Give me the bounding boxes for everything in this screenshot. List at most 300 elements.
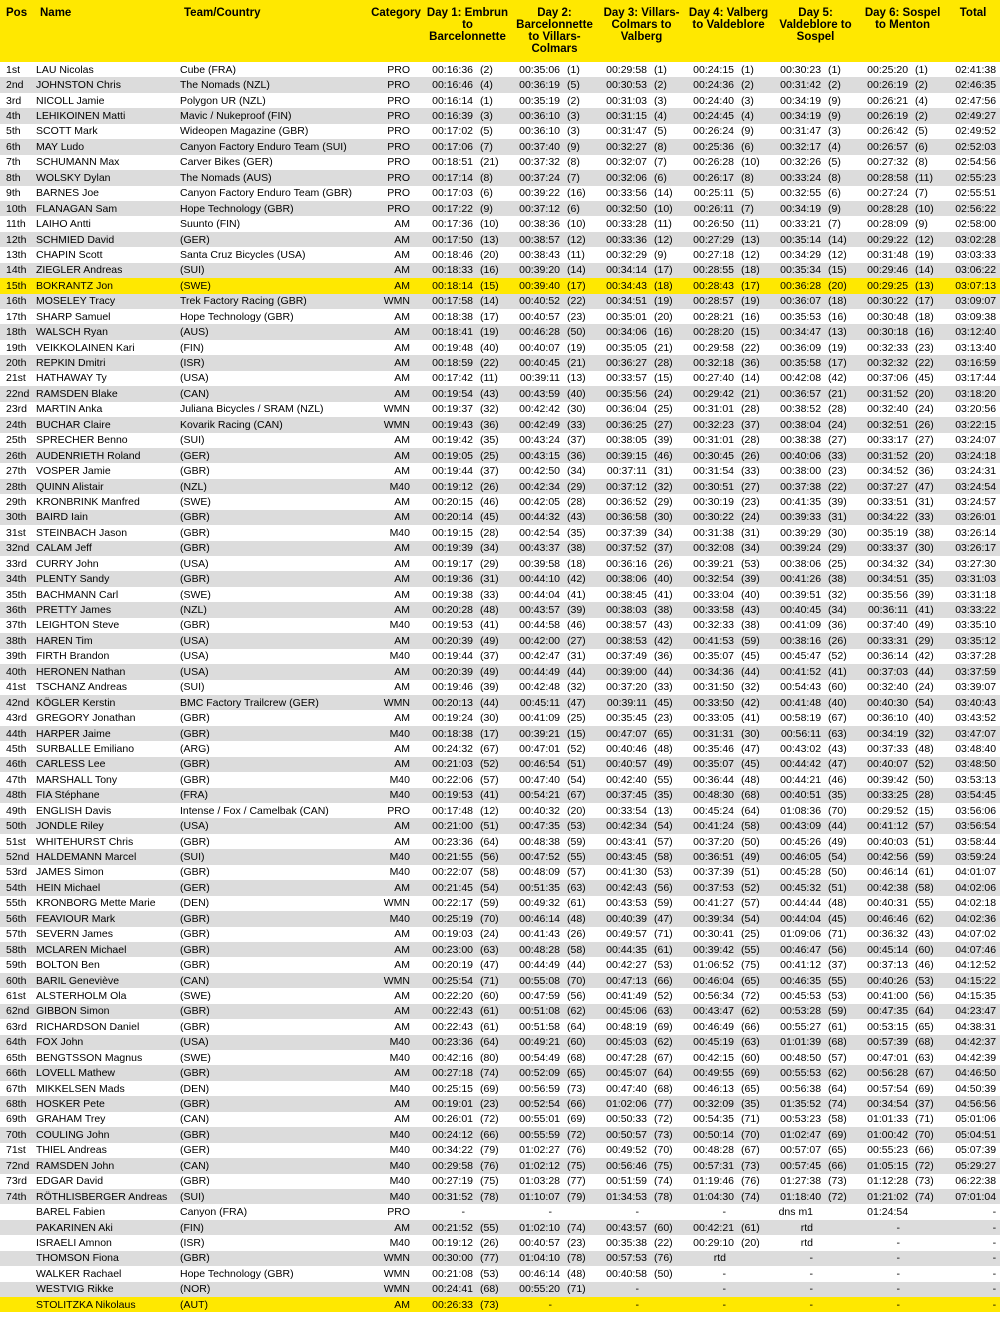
day4-time: 00:48:30 (693, 789, 735, 802)
total-time: 03:48:40 (955, 742, 997, 755)
total-time: 04:07:46 (955, 943, 997, 956)
table-row (0, 1297, 1000, 1312)
day5-rank: (62) (828, 1067, 847, 1080)
day4-time: 00:46:49 (693, 1020, 735, 1033)
table-row (0, 77, 1000, 92)
day3-time: 00:47:07 (606, 727, 647, 740)
table-row (0, 741, 1000, 756)
table-row (0, 1158, 1000, 1173)
team-country: (SWE) (180, 279, 211, 292)
header-day6: Day 6: Sospel to Menton (864, 7, 941, 31)
day3-time: 00:40:39 (606, 912, 647, 925)
day1-time: 00:19:44 (432, 650, 473, 663)
day3-rank: (56) (654, 881, 673, 894)
day5-rank: (50) (828, 866, 847, 879)
position: 55th (6, 897, 27, 910)
day6-time: 00:33:31 (867, 634, 909, 647)
day2-time: 00:47:59 (519, 989, 560, 1002)
position: 52nd (6, 851, 30, 864)
day4-rank: (66) (741, 1020, 760, 1033)
day1-time: - (461, 1206, 465, 1219)
day1-rank: (37) (480, 465, 499, 478)
day2-time: 00:52:54 (519, 1098, 560, 1111)
day2-rank: (44) (567, 959, 586, 972)
day6-time: 00:36:10 (867, 712, 909, 725)
day5-time: 00:31:47 (780, 125, 822, 138)
category: PRO (387, 140, 410, 153)
day1-rank: (69) (480, 1082, 499, 1095)
rider-name: HEIN Michael (36, 881, 101, 894)
day5-time: 00:45:26 (780, 835, 822, 848)
category: PRO (387, 63, 410, 76)
day2-time: 00:47:35 (519, 820, 560, 833)
day2-time: 00:37:12 (519, 202, 560, 215)
category: WMN (383, 418, 410, 431)
day4-time: 00:30:41 (693, 928, 735, 941)
day1-time: 00:21:08 (432, 1267, 473, 1280)
day4-time: 00:34:36 (693, 665, 735, 678)
rider-name: MOSELEY Tracy (36, 295, 116, 308)
day2-rank: (55) (567, 851, 586, 864)
day2-time: 00:56:59 (519, 1082, 560, 1095)
table-row (0, 834, 1000, 849)
rider-name: SCHUMANN Max (36, 156, 120, 169)
day4-time: - (722, 1206, 727, 1219)
day4-time: 00:24:45 (693, 110, 735, 123)
day1-rank: (19) (480, 326, 499, 339)
category: WMN (383, 1252, 410, 1265)
rider-name: VEIKKOLAINEN Kari (36, 341, 135, 354)
day2-time: 00:40:57 (519, 1236, 560, 1249)
day2-rank: (8) (567, 156, 580, 169)
day5-rank: (13) (828, 326, 847, 339)
day6-rank: (33) (915, 511, 934, 524)
day6-rank: (10) (915, 202, 934, 215)
category: AM (394, 465, 410, 478)
day6-time: 00:28:09 (867, 218, 909, 231)
day3-time: 00:33:54 (606, 804, 647, 817)
header-category: Category (371, 7, 421, 19)
day5-time: 00:30:23 (780, 63, 822, 76)
category: AM (394, 1221, 410, 1234)
day5-rank (823, 1235, 859, 1250)
day5-rank (823, 1266, 859, 1281)
day1-rank: (57) (480, 773, 499, 786)
position: 32nd (6, 542, 30, 555)
rider-name: BAIRD Iain (36, 511, 88, 524)
day4-rank: (54) (741, 912, 760, 925)
day5-rank: (39) (828, 495, 847, 508)
day1-rank: (17) (480, 310, 499, 323)
day6-time: 00:46:46 (867, 912, 909, 925)
day5-rank: (42) (828, 372, 847, 385)
day2-rank: (57) (567, 866, 586, 879)
day2-rank: (65) (567, 1067, 586, 1080)
category: WMN (383, 897, 410, 910)
day5-rank: (36) (828, 619, 847, 632)
day6-rank: (31) (915, 495, 934, 508)
day3-time: 00:38:57 (606, 619, 647, 632)
team-country: Hope Technology (GBR) (180, 310, 294, 323)
day5-time: 00:39:33 (780, 511, 822, 524)
day6-rank: (72) (915, 1159, 934, 1172)
day2-rank: (48) (567, 912, 586, 925)
category: WMN (383, 295, 410, 308)
day6-time: 00:34:22 (867, 511, 909, 524)
team-country: Santa Cruz Bicycles (USA) (180, 248, 306, 261)
day2-rank: (59) (567, 835, 586, 848)
day4-time: 01:04:30 (693, 1190, 735, 1203)
day4-rank: (69) (741, 1067, 760, 1080)
day2-rank: (21) (567, 357, 586, 370)
day4-rank: (58) (741, 820, 760, 833)
day2-time: - (548, 1206, 552, 1219)
day2-time: 00:43:15 (519, 449, 560, 462)
day4-time: rtd (713, 1252, 727, 1265)
day5-rank: (12) (828, 248, 847, 261)
day2-time: 00:47:40 (519, 773, 560, 786)
table-row (0, 865, 1000, 880)
rider-name: LEIGHTON Steve (36, 619, 120, 632)
day6-rank: (5) (915, 125, 928, 138)
day4-time: 00:37:39 (693, 866, 735, 879)
day6-time: 00:32:40 (867, 681, 909, 694)
day6-rank: (66) (915, 1144, 934, 1157)
day1-rank: (74) (480, 1067, 499, 1080)
day6-rank: (53) (915, 974, 934, 987)
day3-rank: (50) (654, 1267, 673, 1280)
day5-time: 00:32:55 (780, 187, 822, 200)
day5-time: 00:38:00 (780, 465, 822, 478)
day4-rank: (59) (741, 634, 760, 647)
day3-rank: (5) (654, 125, 667, 138)
day3-time: 00:37:39 (606, 526, 647, 539)
category: PRO (387, 171, 410, 184)
day5-time: 00:45:53 (780, 989, 822, 1002)
rider-name: KRONBORG Mette Marie (36, 897, 156, 910)
day5-rank: (18) (828, 295, 847, 308)
total-time: 03:58:44 (955, 835, 997, 848)
day1-time: 00:19:01 (432, 1098, 473, 1111)
total-time: 03:06:22 (955, 264, 997, 277)
team-country: Juliana Bicycles / SRAM (NZL) (180, 403, 324, 416)
team-country: (GER) (180, 881, 210, 894)
day4-rank: (37) (741, 418, 760, 431)
day2-time: 00:51:08 (519, 1005, 560, 1018)
day5-rank: (73) (828, 1175, 847, 1188)
table-row (0, 463, 1000, 478)
table-row (0, 1174, 1000, 1189)
total-time: 06:22:38 (955, 1175, 997, 1188)
rider-name: CARLESS Lee (36, 758, 106, 771)
day2-time: 00:49:21 (519, 1036, 560, 1049)
team-country: (FIN) (180, 341, 204, 354)
table-row (0, 587, 1000, 602)
day1-rank: (51) (480, 820, 499, 833)
day2-time: 00:41:09 (519, 712, 560, 725)
day2-rank: (56) (567, 989, 586, 1002)
day1-time: 00:25:54 (432, 974, 473, 987)
position: 4th (6, 110, 21, 123)
rider-name: LAIHO Antti (36, 218, 91, 231)
day1-time: 00:20:13 (432, 696, 473, 709)
day6-rank: (4) (915, 94, 928, 107)
day3-rank: (14) (654, 187, 673, 200)
day1-time: 00:21:00 (432, 820, 473, 833)
total-time: 02:49:52 (955, 125, 997, 138)
day4-rank: (27) (741, 480, 760, 493)
day5-time: 01:18:40 (780, 1190, 822, 1203)
day4-rank: (60) (741, 1051, 760, 1064)
table-row (0, 618, 1000, 633)
day3-rank: (46) (654, 449, 673, 462)
position: 58th (6, 943, 27, 956)
day2-rank: (1) (567, 63, 580, 76)
day4-rank: (52) (741, 881, 760, 894)
day1-time: 00:17:50 (432, 233, 473, 246)
rider-name: KÖGLER Kerstin (36, 696, 116, 709)
day2-time: 00:48:38 (519, 835, 560, 848)
day3-time: 00:35:01 (606, 310, 647, 323)
day4-rank: (76) (741, 1175, 760, 1188)
table-row (0, 124, 1000, 139)
total-time: 03:37:28 (955, 650, 997, 663)
day5-time: 00:44:42 (780, 758, 822, 771)
day3-rank: (54) (654, 820, 673, 833)
day4-rank: (48) (741, 773, 760, 786)
day6-time: 00:42:56 (867, 851, 909, 864)
day4-rank: (4) (741, 110, 754, 123)
category: M40 (389, 773, 410, 786)
day1-time: 00:19:53 (432, 619, 473, 632)
team-country: (NZL) (180, 480, 207, 493)
day2-time: 00:39:11 (519, 372, 560, 385)
day4-time: 00:30:45 (693, 449, 735, 462)
day3-time: 00:35:56 (606, 387, 647, 400)
day5-time: 01:09:06 (780, 928, 822, 941)
day3-time: 00:51:59 (606, 1175, 647, 1188)
day5-time: 00:36:07 (780, 295, 822, 308)
day6-time: 00:34:19 (867, 727, 909, 740)
day3-time: 00:37:20 (606, 681, 647, 694)
day3-time: 01:02:06 (606, 1098, 647, 1111)
team-country: Canyon Factory Enduro Team (SUI) (180, 140, 347, 153)
day6-time: 00:26:19 (867, 110, 909, 123)
day4-time: 00:30:51 (693, 480, 735, 493)
day2-time: 00:55:01 (519, 1113, 560, 1126)
total-time: 05:01:06 (955, 1113, 997, 1126)
day5-time: 00:48:50 (780, 1051, 822, 1064)
table-row (0, 155, 1000, 170)
day6-time: 00:35:56 (867, 588, 909, 601)
table-row (0, 988, 1000, 1003)
day2-time: 00:35:06 (519, 63, 560, 76)
day1-rank: (52) (480, 758, 499, 771)
team-country: (CAN) (180, 1159, 210, 1172)
day1-time: 00:19:39 (432, 542, 473, 555)
table-row (0, 541, 1000, 556)
total-time: 02:49:27 (955, 110, 997, 123)
day3-time: 00:39:00 (606, 665, 647, 678)
day1-time: 00:22:17 (432, 897, 473, 910)
day5-rank: (40) (828, 696, 847, 709)
category: AM (394, 387, 410, 400)
day4-rank: (24) (741, 511, 760, 524)
day6-time: 00:55:23 (867, 1144, 909, 1157)
table-row (0, 942, 1000, 957)
table-row (0, 772, 1000, 787)
day4-time: 00:42:21 (693, 1221, 735, 1234)
day5-time: 00:35:34 (780, 264, 822, 277)
position (0, 1266, 34, 1281)
category: AM (394, 1020, 410, 1033)
day2-rank: (30) (567, 403, 586, 416)
day4-rank: (31) (741, 526, 760, 539)
position (0, 1220, 34, 1235)
category: AM (394, 928, 410, 941)
rider-name: BACHMANN Carl (36, 588, 119, 601)
day3-time: 00:32:50 (606, 202, 647, 215)
day1-rank: (29) (480, 557, 499, 570)
day5-rank: (57) (828, 1051, 847, 1064)
day3-rank: (7) (654, 156, 667, 169)
rider-name: ALSTERHOLM Ola (36, 989, 127, 1002)
day5-rank: (72) (828, 1190, 847, 1203)
day6-rank: (32) (915, 727, 934, 740)
day5-rank: (30) (828, 526, 847, 539)
day3-time: 00:37:12 (606, 480, 647, 493)
position: 72nd (6, 1159, 30, 1172)
day4-rank: (65) (741, 974, 760, 987)
day3-rank: (25) (654, 403, 673, 416)
rider-name: STEINBACH Jason (36, 526, 128, 539)
day5-rank: (49) (828, 835, 847, 848)
day6-time: 01:21:02 (867, 1190, 909, 1203)
day4-time: 01:06:52 (693, 959, 735, 972)
day2-time: 00:41:43 (519, 928, 560, 941)
day2-rank: (6) (567, 202, 580, 215)
day5-time: 00:46:35 (780, 974, 822, 987)
day4-rank: (71) (741, 1113, 760, 1126)
rider-name: HARPER Jaime (36, 727, 111, 740)
day2-rank: (20) (567, 804, 586, 817)
day3-time: 00:44:35 (606, 943, 647, 956)
day6-time: 00:41:00 (867, 989, 909, 1002)
day4-rank: (9) (741, 125, 754, 138)
day1-time: 00:19:12 (432, 480, 473, 493)
day2-time: 00:36:19 (519, 79, 560, 92)
day6-rank: (40) (915, 712, 934, 725)
day6-time: 00:30:22 (867, 295, 909, 308)
day4-rank (736, 1204, 772, 1219)
day6-rank: (34) (915, 557, 934, 570)
position: 61st (6, 989, 26, 1002)
position: 50th (6, 820, 27, 833)
day4-rank: (33) (741, 465, 760, 478)
day4-time: 00:26:24 (693, 125, 735, 138)
day3-time: 00:36:16 (606, 557, 647, 570)
day3-rank: (28) (654, 357, 673, 370)
rider-name: JAMES Simon (36, 866, 104, 879)
day6-time: 00:29:46 (867, 264, 909, 277)
day1-time: 00:20:15 (432, 495, 473, 508)
table-row (0, 525, 1000, 540)
position: 53rd (6, 866, 28, 879)
total-time: 03:53:13 (955, 773, 997, 786)
day3-time: 00:31:03 (606, 94, 647, 107)
day2-time: 00:46:14 (519, 1267, 560, 1280)
day3-time: 00:40:46 (606, 742, 647, 755)
rider-name: TSCHANZ Andreas (36, 681, 128, 694)
day1-rank: (46) (480, 495, 499, 508)
day6-rank: (23) (915, 341, 934, 354)
day4-rank: (61) (741, 1221, 760, 1234)
position: 9th (6, 187, 21, 200)
position: 23rd (6, 403, 28, 416)
day5-time: 00:41:52 (780, 665, 822, 678)
day3-rank: (9) (654, 248, 667, 261)
category: AM (394, 1298, 410, 1311)
day5-time: 00:41:35 (780, 495, 822, 508)
day5-rank: (4) (828, 140, 841, 153)
team-country: (ARG) (180, 742, 210, 755)
day4-time: 00:29:10 (693, 1236, 735, 1249)
day1-rank: (70) (480, 912, 499, 925)
day1-time: 00:20:14 (432, 511, 473, 524)
day6-time: 00:34:52 (867, 465, 909, 478)
day6-rank: (17) (915, 295, 934, 308)
category: AM (394, 434, 410, 447)
category: AM (394, 557, 410, 570)
day2-time: 00:47:52 (519, 851, 560, 864)
category: AM (394, 820, 410, 833)
day1-time: 00:22:43 (432, 1005, 473, 1018)
day4-time: 00:28:55 (693, 264, 735, 277)
day5-rank (823, 1282, 859, 1297)
day2-rank: (3) (567, 110, 580, 123)
day3-rank: (13) (654, 804, 673, 817)
day3-time: 00:34:06 (606, 326, 647, 339)
day3-rank: (26) (654, 557, 673, 570)
day6-time: 00:35:19 (867, 526, 909, 539)
team-country: (SUI) (180, 434, 205, 447)
day6-time: 00:26:19 (867, 79, 909, 92)
position: 10th (6, 202, 27, 215)
day4-rank: (65) (741, 1082, 760, 1095)
day1-time: 00:19:54 (432, 387, 473, 400)
day1-rank: (75) (480, 1175, 499, 1188)
rider-name: WALSCH Ryan (36, 326, 108, 339)
rider-name: PRETTY James (36, 604, 112, 617)
position: 54th (6, 881, 27, 894)
total-time: 03:02:28 (955, 233, 997, 246)
day3-time: 00:33:36 (606, 233, 647, 246)
day5-time: 00:45:47 (780, 650, 822, 663)
day2-rank: (41) (567, 588, 586, 601)
day2-time: 00:35:19 (519, 94, 560, 107)
day2-rank: (61) (567, 897, 586, 910)
total-time: 03:24:18 (955, 449, 997, 462)
position: 3rd (6, 94, 22, 107)
day4-rank: (63) (741, 1036, 760, 1049)
table-row (0, 108, 1000, 123)
day6-rank: (14) (915, 264, 934, 277)
day4-rank: (44) (741, 665, 760, 678)
day4-rank: (51) (741, 866, 760, 879)
position: 46th (6, 758, 27, 771)
rider-name: EDGAR David (36, 1175, 104, 1188)
day4-time: 00:46:13 (693, 1082, 735, 1095)
